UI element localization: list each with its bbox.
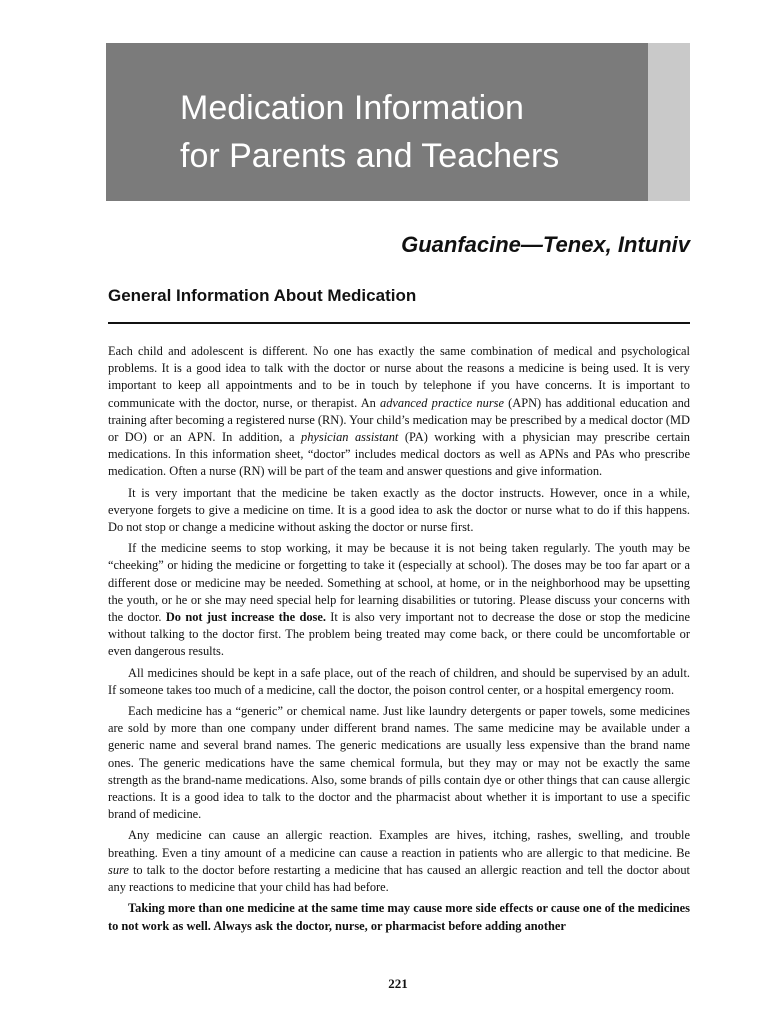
body-text <box>108 343 690 939</box>
apn-term: advanced practice nurse <box>380 395 504 410</box>
page-title-line-2: for Parents and Teachers <box>180 137 560 175</box>
paragraph-1-part-b: (APN) has additional education and training after becoming a registered nurse (RN). Your child’s medication may be prescribed by a medical doctor (MD or DO) or an APN. In addition, a <box>108 395 690 445</box>
section-divider <box>108 322 690 324</box>
page-title <box>180 84 640 180</box>
paragraph-7 <box>108 900 690 934</box>
banner-side-tab <box>648 43 690 201</box>
paragraph-3 <box>108 540 690 660</box>
paragraph-1-part-a: Each child and adolescent is different. No one has exactly the same combination of medical and psychological problems. It is a good idea to talk with the doctor or nurse about the reasons a medicine is being used. It is very important to keep all appointments and to be in touch by telephone if you have concerns. It is important to communicate with the doctor, nurse, or therapist. An <box>108 344 690 410</box>
paragraph-6 <box>108 827 690 896</box>
paragraph-3-part-a: If the medicine seems to stop working, it may be because it is not being taken regularly. The youth may be “cheeking” or hiding the medicine or forgetting to take it (especially at school). The doses may be too far apart or a different dose or medicine may be needed. Something at school, at home, or in the neighborhood may be upsetting the youth, or he or she may need special help for learning disabilities or tutoring. Please discuss your concerns with the doctor. <box>108 541 690 625</box>
paragraph-4: All medicines should be kept in a safe place, out of the reach of children, and should be supervised by an adult. If someone takes too much of a medicine, call the doctor, the poison control center, or a hospital emergency room. <box>108 665 690 697</box>
paragraph-5: Each medicine has a “generic” or chemical name. Just like laundry detergents or paper towels, some medicines are sold by more than one company under different brand names. The same medicine may be available under a generic name and several brand names. The generic medications are usually less expensive than the brand name ones. The generic medications have the same chemical formula, but they may or may not be exactly the same strength as the brand-name medications. Also, some brands of pills contain dye or other things that can cause allergic reactions. It is a good idea to talk to the doctor and the pharmacist about whether it is important to use a specific brand of medicine. <box>108 704 690 822</box>
paragraph-3-part-b: It is also very important not to decrease the dose or stop the medicine without talking to the doctor first. The problem being treated may come back, or there could be uncomfortable or even dangerous results. <box>108 610 690 659</box>
paragraph-1-part-c: (PA) working with a physician may prescribe certain medications. In this information sheet, “doctor” includes medical doctors as well as APNs and PAs who prescribe medication. Often a nurse (RN) will be part of the team and answer questions and give information. <box>108 430 690 479</box>
page-title-line-1: Medication Information <box>180 89 524 127</box>
paragraph-6-part-b: to talk to the doctor before restarting a medicine that has caused an allergic reaction and tell the doctor about any reactions to medicine that your child has had before. <box>108 862 690 895</box>
paragraph-2: It is very important that the medicine be taken exactly as the doctor instructs. However, once in a while, everyone forgets to give a medicine on time. It is a good idea to ask the doctor or nurse what to do if this happens. Do not stop or change a medicine without asking the doctor or nurse first. <box>108 485 690 535</box>
page-number: 221 <box>388 976 408 991</box>
pa-term: physician assistant <box>301 430 399 445</box>
section-heading: General Information About Medication <box>108 286 417 305</box>
paragraph-7-bold: Taking more than one medicine at the same time may cause more side effects or cause one of the medicines to not work as well. Always ask the doctor, nurse, or pharmacist before adding another <box>108 901 690 933</box>
paragraph-6-part-a: Any medicine can cause an allergic reaction. Examples are hives, itching, rashes, swelling, and trouble breathing. Even a tiny amount of a medicine can cause a reaction in patients who are allergic to that medicine. Be <box>108 828 690 860</box>
drug-title: Guanfacine—Tenex, Intuniv <box>401 232 690 257</box>
sure-emphasis: sure <box>108 862 129 877</box>
dose-warning: Do not just increase the dose. <box>165 610 326 625</box>
paragraph-1 <box>108 343 690 481</box>
